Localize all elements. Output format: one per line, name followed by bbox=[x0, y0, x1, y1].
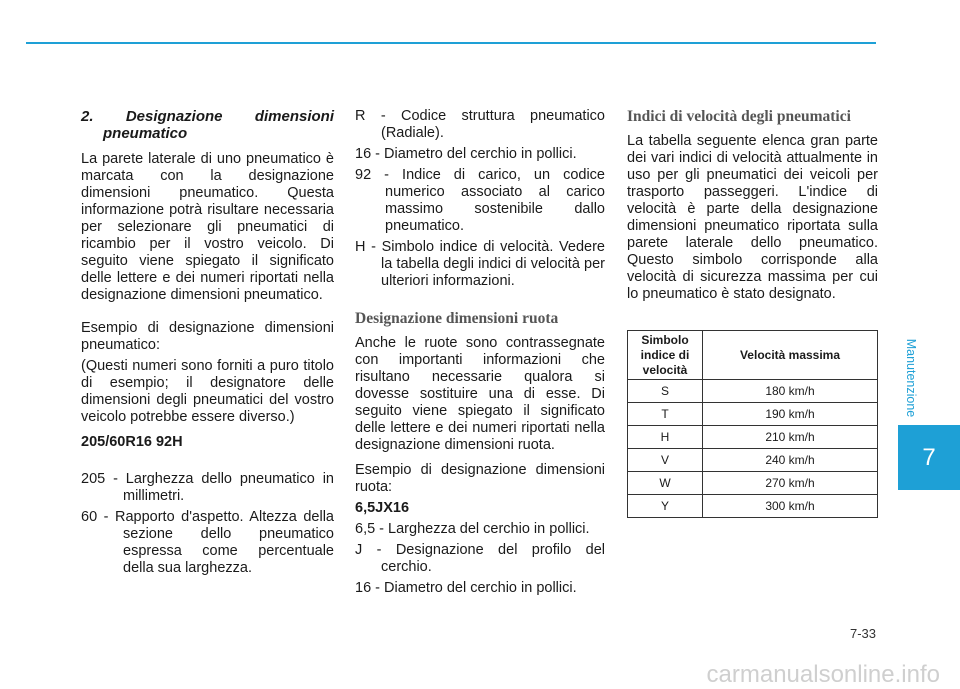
watermark: carmanualsonline.info bbox=[706, 661, 940, 688]
list-item: 60 - Rapporto d'aspetto. Altezza della sezione dello pneumatico espressa come percentuale della sua larghezza. bbox=[81, 509, 334, 576]
table-cell: W bbox=[628, 472, 703, 495]
table-header-cell: Simbolo indice di velocità bbox=[628, 331, 703, 380]
list-item: H - Simbolo indice di velocità. Vedere la tabella degli indici di velocità per ulteriori informazioni. bbox=[355, 239, 605, 289]
header-rule bbox=[26, 42, 876, 44]
list-item: J - Designazione del profilo del cerchio. bbox=[355, 542, 605, 575]
table-cell: Y bbox=[628, 495, 703, 518]
chapter-number: 7 bbox=[922, 444, 936, 471]
table-cell: 270 km/h bbox=[703, 472, 878, 495]
table-header-row bbox=[628, 331, 878, 380]
table-row bbox=[628, 380, 878, 403]
list-item: 16 - Diametro del cerchio in pollici. bbox=[355, 580, 577, 596]
column-3 bbox=[627, 108, 878, 303]
paragraph: Anche le ruote sono contrassegnate con importanti informazioni che risultano necessarie qualora si dovesse sostituire una di esse. Di seguito viene spiegato il significato delle lettere e dei numeri riportati nella designazione dimensioni ruota. bbox=[355, 335, 605, 453]
table-cell: 180 km/h bbox=[703, 380, 878, 403]
table-row bbox=[628, 426, 878, 449]
chapter-title: Manutenzione bbox=[904, 338, 918, 418]
chapter-side-label bbox=[897, 338, 925, 418]
wheel-code: 6,5JX16 bbox=[355, 500, 410, 516]
paragraph: Esempio di designazione dimensioni ruota: bbox=[355, 462, 605, 495]
section-heading: 2. Designazione dimensioni pneumatico bbox=[81, 108, 334, 142]
list-item: R - Codice struttura pneumatico (Radiale). bbox=[355, 108, 605, 141]
tire-code: 205/60R16 92H bbox=[81, 434, 183, 450]
table-cell: 190 km/h bbox=[703, 403, 878, 426]
table-row bbox=[628, 472, 878, 495]
list-item: 6,5 - Larghezza del cerchio in pollici. bbox=[355, 521, 590, 537]
page-number: 7-33 bbox=[849, 626, 876, 641]
table-row bbox=[628, 495, 878, 518]
list-item: 92 - Indice di carico, un codice numerico associato al carico massimo sostenibile dallo pneumatico. bbox=[355, 167, 605, 234]
column-1 bbox=[81, 108, 334, 577]
table-cell: H bbox=[628, 426, 703, 449]
table-header-cell: Velocità massima bbox=[703, 331, 878, 380]
table-row bbox=[628, 403, 878, 426]
column-2 bbox=[355, 108, 605, 597]
paragraph: (Questi numeri sono forniti a puro titolo di esempio; il designatore delle dimensioni degli pneumatici del vostro veicolo potrebbe essere diverso.) bbox=[81, 358, 334, 425]
table-cell: S bbox=[628, 380, 703, 403]
list-item: 16 - Diametro del cerchio in pollici. bbox=[355, 146, 577, 162]
table-cell: 210 km/h bbox=[703, 426, 878, 449]
table-row bbox=[628, 449, 878, 472]
section-heading: Designazione dimensioni ruota bbox=[355, 310, 559, 327]
table-cell: 240 km/h bbox=[703, 449, 878, 472]
list-item: 205 - Larghezza dello pneumatico in millimetri. bbox=[81, 471, 334, 504]
paragraph: Esempio di designazione dimensioni pneumatico: bbox=[81, 320, 334, 353]
table-cell: 300 km/h bbox=[703, 495, 878, 518]
paragraph: La parete laterale di uno pneumatico è marcata con la designazione dimensioni pneumatico. Questa informazione potrà risultare necessaria per selezionare gli pneumatici di ricambio per il vostro veicolo. Di seguito viene spiegato il significato delle lettere e dei numeri riportati nella designazione dimensioni pneumatico. bbox=[81, 151, 334, 303]
paragraph: La tabella seguente elenca gran parte dei vari indici di velocità attualmente in uso per gli pneumatici dei veicoli per trasporto passeggeri. L'indice di velocità è parte della designazione dimensioni pneumatico riportata sulla parete laterale dello pneumatico. Questo simbolo corrisponde alla velocità di sicurezza massima per cui lo pneumatico è stato designato. bbox=[627, 133, 878, 302]
section-heading: Indici di velocità degli pneumatici bbox=[627, 108, 851, 125]
table-cell: V bbox=[628, 449, 703, 472]
table-cell: T bbox=[628, 403, 703, 426]
speed-index-table bbox=[627, 330, 878, 518]
